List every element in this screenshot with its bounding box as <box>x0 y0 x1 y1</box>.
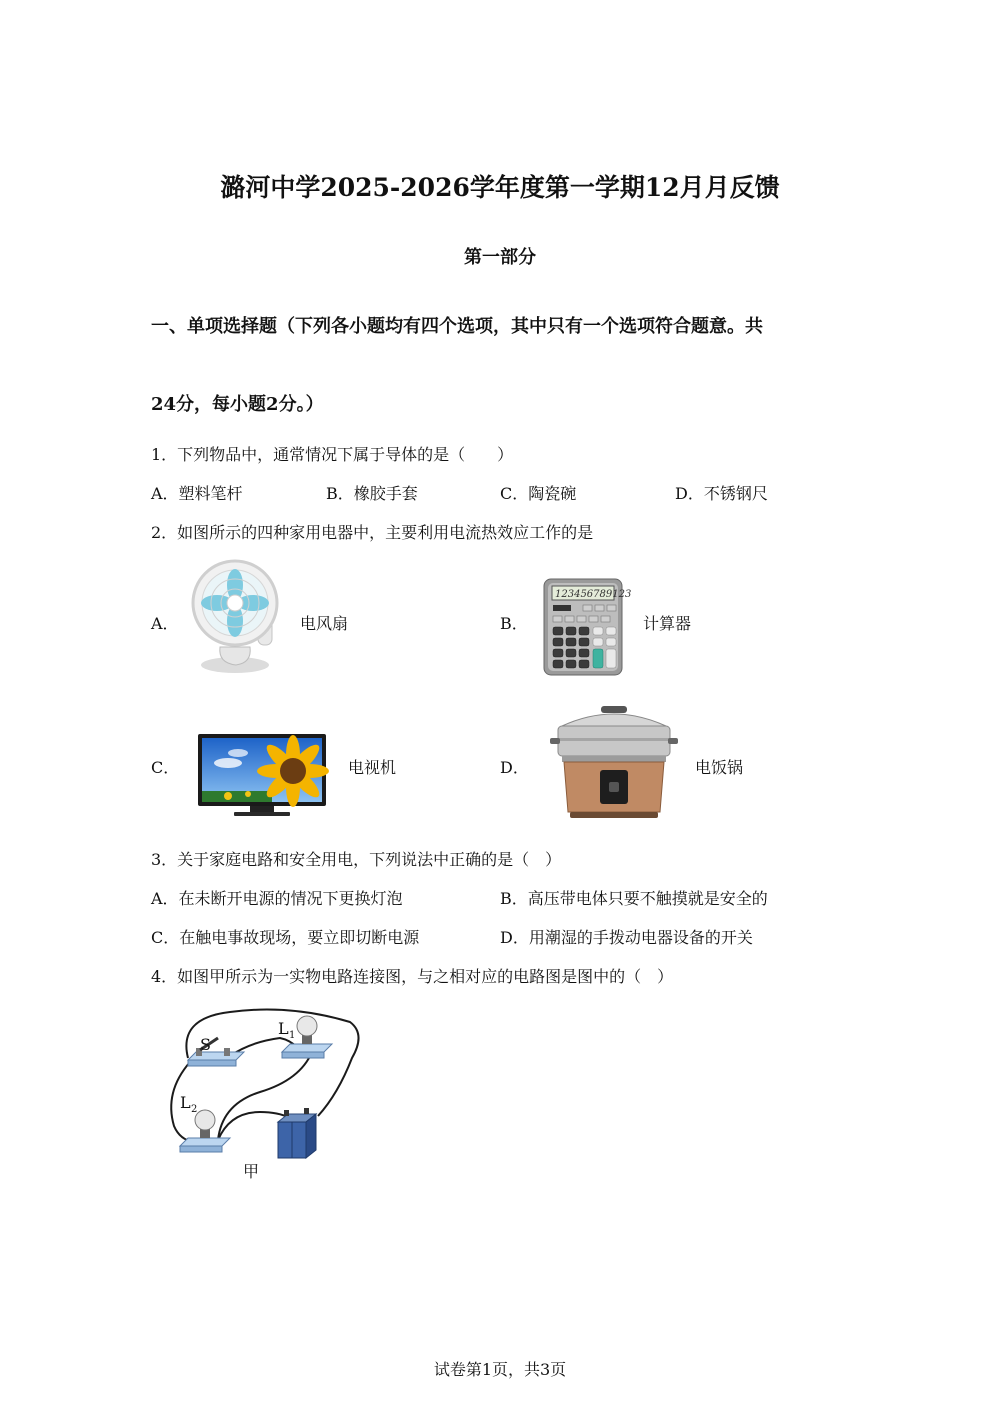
lamp2-label: L <box>180 1093 191 1112</box>
television-image <box>198 733 328 819</box>
question-1-option-c: C．陶瓷碗 <box>500 484 577 503</box>
lamp1-subscript: 1 <box>289 1030 296 1041</box>
question-2-stem: 2．如图所示的四种家用电器中，主要利用电流热效应工作的是 <box>151 523 594 542</box>
figure-caption: 甲 <box>243 1162 260 1181</box>
question-1-option-b: B．橡胶手套 <box>326 484 418 503</box>
question-3-option-c: C．在触电事故现场，要立即切断电源 <box>151 928 420 947</box>
question-3-option-b: B．高压带电体只要不触摸就是安全的 <box>500 889 768 908</box>
question-1-option-d: D．不锈钢尺 <box>675 484 768 503</box>
lamp2-subscript: 2 <box>191 1104 198 1115</box>
question-2-option-d-letter: D． <box>500 758 529 777</box>
question-4-stem: 4．如图甲所示为一实物电路连接图，与之相对应的电路图是图中的（ ） <box>151 967 674 986</box>
question-2-option-b-letter: B． <box>500 614 528 633</box>
rice-cooker-image <box>548 704 678 820</box>
circuit-figure-jia <box>160 1000 370 1190</box>
electric-fan-image <box>190 555 285 675</box>
page-footer: 试卷第1页，共3页 <box>433 1360 567 1379</box>
part-heading: 第一部分 <box>464 247 536 268</box>
calculator-image <box>543 578 632 676</box>
section-heading-line2: 24分，每小题2分。） <box>151 394 324 415</box>
question-3-option-a: A．在未断开电源的情况下更换灯泡 <box>151 889 403 908</box>
question-2-option-a-letter: A． <box>151 614 179 633</box>
section-heading-line1: 一、单项选择题（下列各小题均有四个选项，其中只有一个选项符合题意。共 <box>151 316 763 337</box>
question-2-option-c-label: 电视机 <box>348 758 397 777</box>
question-1-option-a: A．塑料笔杆 <box>151 484 243 503</box>
question-2-option-a-label: 电风扇 <box>300 614 349 633</box>
question-3-option-d: D．用潮湿的手拨动电器设备的开关 <box>500 928 753 947</box>
question-3-stem: 3．关于家庭电路和安全用电，下列说法中正确的是（ ） <box>151 850 562 869</box>
switch-s <box>188 1038 244 1066</box>
question-1-stem: 1．下列物品中，通常情况下属于导体的是（ ） <box>151 445 514 464</box>
exam-title: 潞河中学2025-2026学年度第一学期12月月反馈 <box>220 173 780 202</box>
calculator-display-text: 123456789123 <box>555 589 632 600</box>
question-2-option-d-label: 电饭锅 <box>695 758 744 777</box>
question-2-option-b-label: 计算器 <box>643 614 692 633</box>
lamp1-label: L <box>278 1019 289 1038</box>
question-2-option-c-letter: C． <box>151 758 180 777</box>
switch-label: S <box>200 1035 211 1054</box>
